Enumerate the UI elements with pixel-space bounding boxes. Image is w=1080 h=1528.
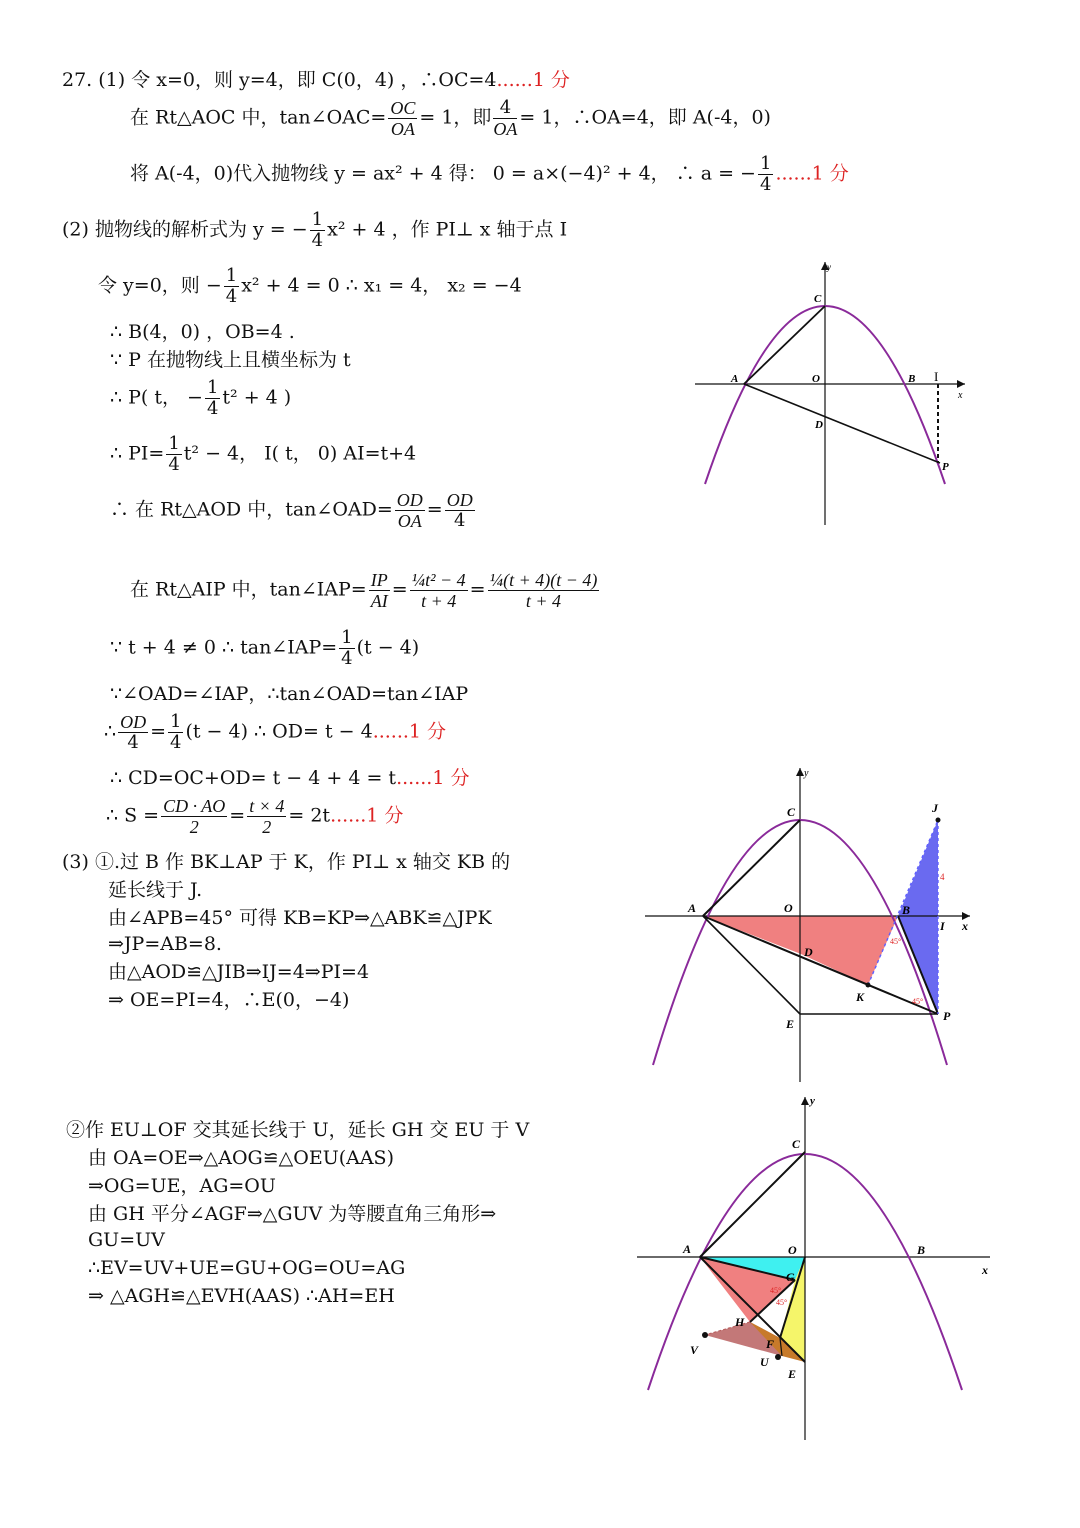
fraction [758,154,773,195]
label-a: A [683,1242,692,1256]
line-3-3: 由∠APB=45° 可得 KB=KP⇒△ABK≌△JPK [108,907,492,929]
text: = [469,578,486,601]
numerator: 1 [206,377,219,398]
text: ∴ PI= [110,442,165,465]
line-4-6: ∴EV=UV+UE=GU+OG=OU=AG [88,1257,406,1279]
text: 令 y=0，则 − [98,274,222,297]
denominator: 2 [189,817,199,837]
fraction [445,490,475,531]
line-2-6 [110,434,416,475]
label-c: C [792,1137,801,1151]
numerator: 1 [168,433,180,454]
numerator: ¼t² − 4 [411,570,466,590]
line-3-1: (3) ①.过 B 作 BK⊥AP 于 K，作 PI⊥ x 轴交 KB 的 [62,851,511,873]
label-angle-2: 45° [912,997,924,1006]
line-2-4: ∵ P 在抛物线上且横坐标为 t [110,349,351,371]
label-i: I [934,369,939,384]
text: = [150,720,167,743]
score-mark: ......1 分 [396,767,470,789]
fraction [247,796,286,837]
numerator: t × 4 [249,796,285,816]
label-i: I [940,919,945,933]
line-3-4: ⇒JP=AB=8. [108,933,222,955]
label-p: P [942,461,949,473]
label-g: G [786,1270,795,1284]
denominator: 4 [168,454,180,475]
label-o: O [788,1243,797,1257]
label-angle-1: 45° [890,937,902,946]
fraction [369,570,390,611]
text: t² − 4， I( t， 0) AI=t+4 [183,442,417,465]
text: (t − 4) ∴ OD= t − 4 [185,720,373,743]
line-4-3: ⇒OG=UE，AG=OU [88,1175,276,1197]
point-u [775,1354,781,1360]
denominator: 4 [759,174,772,195]
fraction [166,434,181,475]
fraction [224,266,239,307]
blue-region [898,820,938,1014]
numerator: 1 [341,627,353,648]
fraction [118,712,148,753]
text: ∴ [104,720,117,743]
fraction [388,98,417,139]
fraction [410,570,468,611]
line-2-1 [62,210,567,251]
label-c: C [814,293,822,305]
line-2-3: ∴ B(4，0) ，OB=4 . [110,321,295,343]
score-mark: ......1 分 [775,162,849,185]
line-1-3 [130,154,849,195]
label-o: O [812,373,820,385]
denominator: 4 [453,510,466,531]
line-2-5 [110,378,291,419]
line-4-5: GU=UV [88,1229,165,1251]
score-mark: ......1 分 [496,69,570,91]
label-c: C [787,805,796,819]
line-2-10: ∵∠OAD=∠IAP，∴tan∠OAD=tan∠IAP [110,683,469,705]
point-v [702,1332,708,1338]
label-u: U [760,1355,769,1369]
label-x: x [962,919,968,933]
segment-ac [700,1152,805,1257]
line-2-12 [110,766,469,790]
text: = 2t [288,804,331,827]
numerator: OD [120,712,147,732]
numerator: OD [446,490,473,510]
denominator: t + 4 [421,591,457,611]
denominator: OA [397,511,422,531]
denominator: AI [370,591,388,611]
label-a: A [688,901,697,915]
line-2-2 [98,266,522,307]
fraction [339,628,354,669]
figure-3 [630,1092,990,1442]
numerator: 1 [759,153,772,174]
line-4-4: 由 GH 平分∠AGF⇒△GUV 为等腰直角三角形⇒ [88,1203,497,1225]
denominator: 4 [127,732,139,753]
numerator: OC [390,98,416,118]
denominator: 4 [170,732,182,753]
score-mark: ......1 分 [372,720,447,743]
point-k [866,983,871,988]
text: = [426,498,443,521]
label-a: A [731,373,739,385]
text: 27. (1) 令 x=0，则 y=4，即 C(0，4) ，∴OC=4 [62,69,497,91]
label-y: y [810,1095,815,1107]
numerator: 1 [311,209,324,230]
text: = [229,804,246,827]
label-y: y [827,262,831,272]
score-mark: ......1 分 [330,804,404,827]
y-arrow-icon [801,1097,809,1105]
label-h: H [735,1315,745,1329]
fraction [161,796,227,837]
line-4-1: ②作 EU⊥OF 交其延长线于 U，延长 GH 交 EU 于 V [66,1119,530,1141]
label-o: O [784,901,793,915]
label-four: 4 [940,872,945,882]
line-2-13 [106,796,403,837]
text: (2) 抛物线的解析式为 y = − [62,218,308,241]
text: 在 Rt△AIP 中，tan∠IAP= [130,578,367,601]
line-1-1 [62,68,570,92]
text: 在 Rt△AOC 中，tan∠OAC= [130,106,387,129]
y-arrow-icon [796,768,804,776]
label-b: B [908,373,916,385]
text: ∴ P( t， − [110,386,203,409]
label-b: B [902,903,911,917]
numerator: ¼(t + 4)(t − 4) [489,570,598,590]
text: = [391,578,408,601]
label-d: D [815,419,823,431]
line-3-6: ⇒ OE=PI=4，∴E(0，−4) [108,989,350,1011]
fraction [395,490,425,531]
text: t² + 4 ) [222,386,292,409]
denominator: OA [493,119,518,139]
numerator: 4 [493,98,517,119]
line-2-8 [130,570,601,611]
fraction [488,570,600,611]
numerator: CD · AO [163,796,226,816]
denominator: OA [390,119,415,139]
figure-1 [690,255,980,530]
label-v: V [690,1343,699,1357]
text: = 1，即 [419,106,492,129]
line-2-7 [110,490,477,531]
denominator: 4 [206,398,219,419]
label-x: x [958,390,963,401]
label-b: B [917,1243,926,1257]
fraction [205,378,220,419]
text: ∴ S = [106,804,160,827]
label-j: J [932,801,938,815]
text: x² + 4 = 0 ∴ x₁ = 4， x₂ = −4 [241,274,522,297]
numerator: 1 [170,711,182,732]
denominator: 4 [341,648,353,669]
label-k: K [856,990,865,1004]
label-x: x [982,1263,988,1277]
fraction [168,712,183,753]
numerator: 1 [225,265,238,286]
text: = 1，∴OA=4，即 A(-4，0) [519,106,771,129]
label-angle-1: 45° [770,1286,782,1295]
line-2-9 [110,628,419,669]
text: ∴ 在 Rt△AOD 中，tan∠OAD= [110,498,393,521]
denominator: 2 [262,817,272,837]
denominator: 4 [311,230,324,251]
numerator: OD [396,490,423,510]
fraction [310,210,325,251]
line-4-2: 由 OA=OE⇒△AOG≌△OEU(AAS) [88,1147,394,1169]
line-1-2 [130,98,771,139]
fraction [493,98,517,139]
line-3-2: 延长线于 J. [108,879,203,901]
text: ∵ t + 4 ≠ 0 ∴ tan∠IAP= [110,636,338,659]
label-angle-2: 45° [776,1298,788,1307]
denominator: 4 [225,286,238,307]
figure-2 [640,762,980,1084]
x-arrow-icon [957,380,965,388]
line-3-5: 由△AOD≌△JIB⇒IJ=4⇒PI=4 [108,961,370,983]
label-p: P [943,1009,951,1023]
label-e: E [788,1367,797,1381]
label-e: E [786,1017,795,1031]
text: ∴ CD=OC+OD= t − 4 + 4 = t [110,767,397,789]
denominator: t + 4 [525,591,562,611]
line-2-11 [104,712,446,753]
line-4-7: ⇒ △AGH≌△EVH(AAS) ∴AH=EH [88,1285,395,1307]
label-f: F [766,1337,775,1351]
text: 将 A(-4，0)代入抛物线 y = ax² + 4 得： 0 = a×(−4)² + 4， ∴ a = − [130,162,756,185]
text: (t − 4) [356,636,420,659]
label-d: D [804,945,813,959]
point-j [936,818,941,823]
text: x² + 4 ，作 PI⊥ x 轴于点 I [327,218,568,241]
numerator: IP [370,570,388,590]
label-y: y [804,768,809,779]
